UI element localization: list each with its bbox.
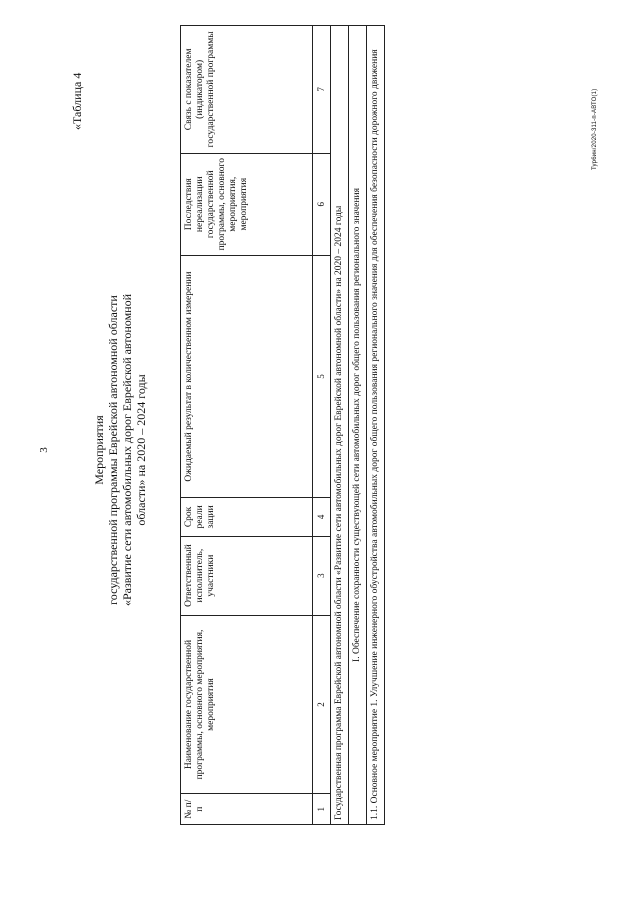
title-line: государственной программы Еврейской автономной области <box>106 295 120 605</box>
column-number: 7 <box>313 26 331 154</box>
table-row <box>331 26 349 825</box>
column-number: 6 <box>313 153 331 255</box>
column-number: 2 <box>313 615 331 794</box>
column-number: 5 <box>313 255 331 498</box>
column-number: 1 <box>313 794 331 825</box>
measure-row-cell: 1.1. Основное мероприятие 1. Улучшение инженерного обустройства автомобильных дорог общего пользования регионального значения для обеспечения безопасности дорожного движения <box>367 26 385 825</box>
section-row-cell: I. Обеспечение сохранности существующей сети автомобильных дорог общего пользования регионального значения <box>349 26 367 825</box>
footer-code: Тур6ин/2020-311-п-АВТО(1) <box>592 88 598 170</box>
title-line: «Развитие сети автомобильных дорог Еврейской автономной <box>120 293 134 607</box>
column-number: 4 <box>313 498 331 536</box>
header-cell-consequences: Последствия нереализации государственной программы, основного мероприятия, мероприятия <box>181 153 313 255</box>
page-number: 3 <box>38 447 50 453</box>
table-row <box>349 26 367 825</box>
header-cell-number: № п/п <box>181 794 313 825</box>
column-number: 3 <box>313 536 331 615</box>
table-row <box>367 26 385 825</box>
title-line: области» на 2020 – 2024 годы <box>134 374 148 526</box>
header-cell-executor: Ответственный исполнитель, участники <box>181 536 313 615</box>
header-cell-term: Срок реали зации <box>181 498 313 536</box>
title-line: Мероприятия <box>92 415 106 485</box>
header-cell-result: Ожидаемый результат в количественном измерении <box>181 255 313 498</box>
header-cell-indicator: Связь с показателем (индикатором) государственной программы <box>181 26 313 154</box>
table-header-row <box>181 26 313 825</box>
table-label: «Таблица 4 <box>70 72 84 130</box>
document-title <box>92 225 148 675</box>
measures-table <box>180 25 385 825</box>
header-cell-name: Наименование государственной программы, основного мероприятия, мероприятия <box>181 615 313 794</box>
program-row-cell: Государственная программа Еврейской автономной области «Развитие сети автомобильных дорог Еврейской автономной области» на 2020 – 2024 годы <box>331 26 349 825</box>
column-number-row <box>313 26 331 825</box>
